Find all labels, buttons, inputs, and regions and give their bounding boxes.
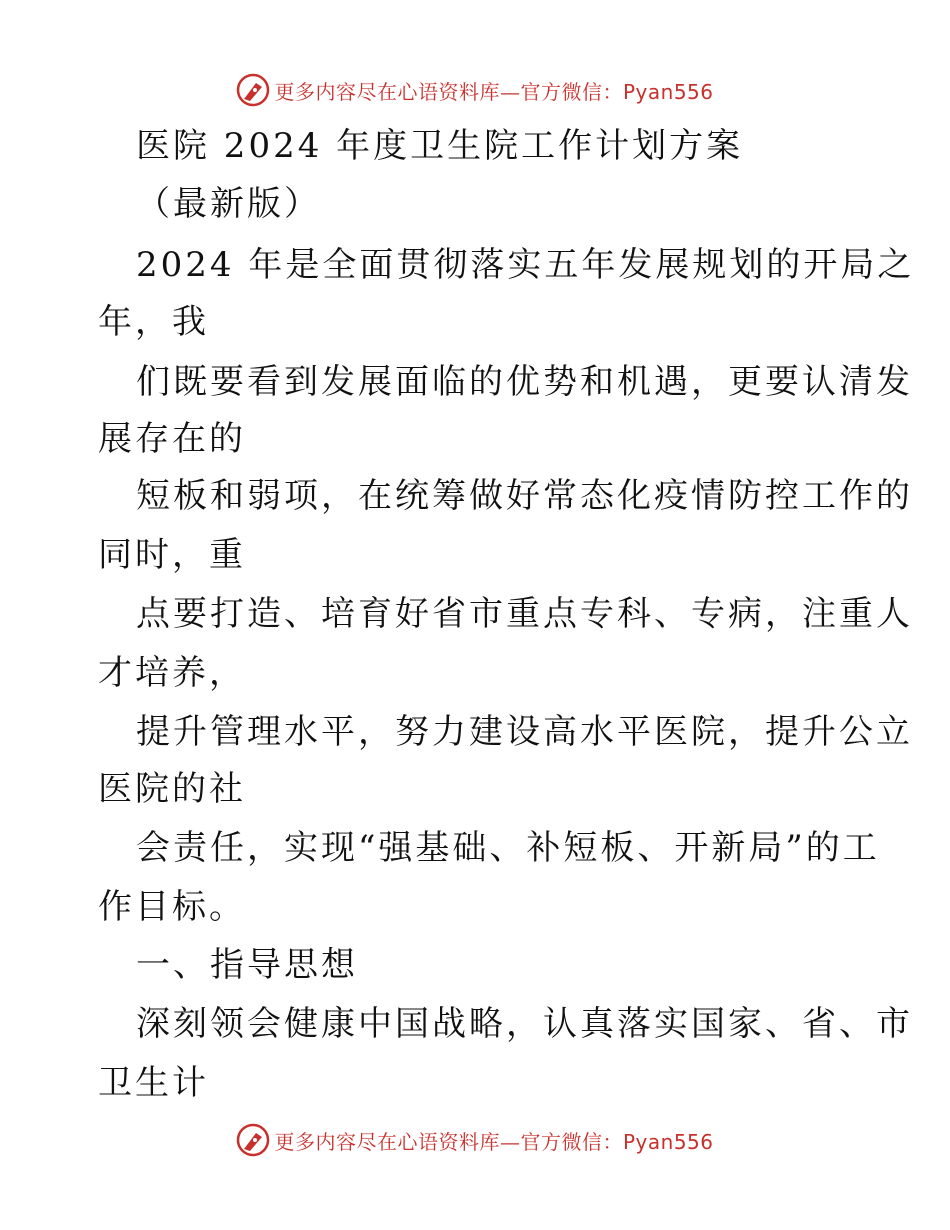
- banner-suffix-text: 官方微信：: [520, 1129, 623, 1154]
- paragraph-line: 们既要看到发展面临的优势和机遇，更要认清发: [136, 362, 913, 402]
- paragraph-line: 同时，重: [98, 535, 246, 575]
- paragraph-line: 展存在的: [98, 419, 246, 459]
- header-banner: [0, 70, 950, 110]
- banner-suffix-text: 官方微信：: [520, 79, 623, 104]
- footer-banner: [0, 1120, 950, 1160]
- banner-wechat-id: Pyan556: [622, 1129, 714, 1154]
- pen-nib-logo-icon: [236, 73, 270, 107]
- paragraph-line: 年，我: [98, 302, 209, 342]
- section-heading: 一、指导思想: [136, 945, 358, 985]
- banner-dash: —: [499, 79, 521, 104]
- paragraph-line: 提升管理水平，努力建设高水平医院，提升公立: [136, 712, 913, 752]
- paragraph-line: 点要打造、培育好省市重点专科、专病，注重人: [136, 594, 913, 634]
- paragraph-line: 2024 年是全面贯彻落实五年发展规划的开局之: [136, 245, 915, 285]
- banner-main-text: 更多内容尽在心语资料库: [274, 1129, 500, 1154]
- banner-text: [274, 1126, 713, 1155]
- banner-main-text: 更多内容尽在心语资料库: [274, 79, 500, 104]
- paragraph-line: 会责任，实现“强基础、补短板、开新局”的工: [136, 828, 880, 868]
- paragraph-line: 医院的社: [98, 769, 246, 809]
- paragraph-line: 卫生计: [98, 1063, 209, 1103]
- paragraph-line: 作目标。: [98, 887, 246, 927]
- paragraph-line: 深刻领会健康中国战略，认真落实国家、省、市: [136, 1004, 913, 1044]
- document-title: 医院 2024 年度卫生院工作计划方案: [136, 126, 744, 166]
- paragraph-line: 短板和弱项，在统筹做好常态化疫情防控工作的: [136, 476, 913, 516]
- pen-nib-logo-icon: [236, 1123, 270, 1157]
- paragraph-line: 才培养，: [98, 653, 246, 693]
- banner-dash: —: [499, 1129, 521, 1154]
- banner-text: [274, 76, 713, 105]
- document-subtitle: （最新版）: [136, 184, 321, 224]
- banner-wechat-id: Pyan556: [622, 79, 714, 104]
